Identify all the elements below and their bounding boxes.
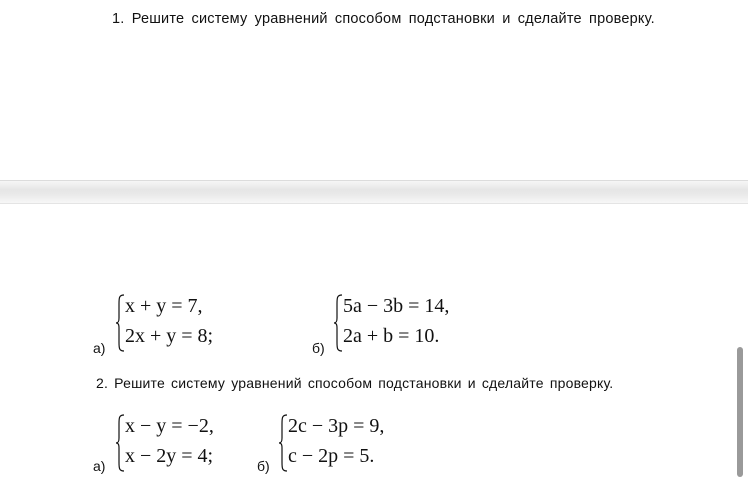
equation-2: 2a + b = 10. bbox=[343, 325, 440, 347]
left-brace-icon bbox=[115, 414, 125, 472]
system-2a-label: а) bbox=[93, 458, 106, 474]
equation-2: x − 2y = 4; bbox=[125, 445, 214, 467]
task-2-heading: 2. Решите систему уравнений способом подстановки и сделайте проверку. bbox=[96, 375, 614, 391]
system-1b-label: б) bbox=[312, 340, 325, 356]
page-divider bbox=[0, 180, 748, 204]
task-1-heading: 1. Решите систему уравнений способом подстановки и сделайте проверку. bbox=[112, 11, 655, 27]
equation-1: 2c − 3p = 9, bbox=[288, 415, 385, 437]
system-2b-label: б) bbox=[257, 458, 270, 474]
left-brace-icon bbox=[115, 294, 125, 352]
vertical-scrollbar[interactable] bbox=[737, 347, 743, 477]
equation-2: c − 2p = 5. bbox=[288, 445, 375, 467]
equation-1: 5a − 3b = 14, bbox=[343, 295, 450, 317]
system-1a-label: а) bbox=[93, 340, 106, 356]
left-brace-icon bbox=[278, 414, 288, 472]
equation-1: x − y = −2, bbox=[125, 415, 214, 437]
equation-1: x + y = 7, bbox=[125, 295, 203, 317]
left-brace-icon bbox=[333, 294, 343, 352]
equation-2: 2x + y = 8; bbox=[125, 325, 214, 347]
